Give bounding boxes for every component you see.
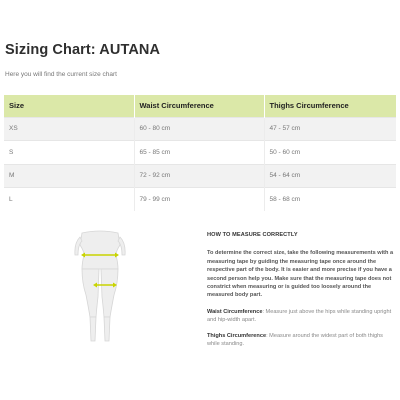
table-row (4, 164, 396, 188)
instructions-intro: To determine the correct size, take the following measurements with a measuring tape by guiding the measuring tape once around the respective part of the body. It is easier and more precise if you have a second person help you. Make sure that the measuring tape does not constrict when measuring or is guided too loosely around the measured body part. (207, 250, 394, 299)
table-row (4, 188, 396, 212)
page-title: Sizing Chart: AUTANA (5, 42, 161, 58)
thighs-text: : Measure around the widest part of both thighs while standing. (207, 332, 383, 348)
cell-thighs: 54 - 64 cm (264, 164, 396, 188)
cell-size: M (4, 164, 134, 188)
measurement-figure (60, 225, 140, 355)
cell-thighs: 50 - 60 cm (264, 141, 396, 165)
cell-waist: 65 - 85 cm (134, 141, 264, 165)
cell-waist: 79 - 99 cm (134, 188, 264, 212)
cell-thighs: 58 - 68 cm (264, 188, 396, 212)
table-row (4, 117, 396, 141)
waist-text: : Measure just above the hips while standing upright and hip-width apart. (207, 308, 392, 324)
cell-size: L (4, 188, 134, 212)
measuring-instructions (207, 231, 397, 355)
thighs-definition (207, 332, 397, 349)
header-waist: Waist Circumference (134, 95, 264, 117)
waist-definition (207, 308, 397, 325)
thighs-label: Thighs Circumference (207, 332, 267, 339)
size-chart-table (4, 95, 396, 211)
cell-size: S (4, 141, 134, 165)
page-subtitle: Here you will find the current size chart (5, 71, 117, 78)
table-header-row (4, 95, 396, 117)
header-thighs: Thighs Circumference (264, 95, 396, 117)
cell-waist: 72 - 92 cm (134, 164, 264, 188)
waist-label: Waist Circumference (207, 308, 263, 315)
cell-waist: 60 - 80 cm (134, 117, 264, 141)
table-row (4, 141, 396, 165)
cell-size: XS (4, 117, 134, 141)
header-size: Size (4, 95, 134, 117)
instructions-heading: HOW TO MEASURE CORRECTLY (207, 232, 298, 238)
body-silhouette-icon (60, 225, 140, 355)
cell-thighs: 47 - 57 cm (264, 117, 396, 141)
